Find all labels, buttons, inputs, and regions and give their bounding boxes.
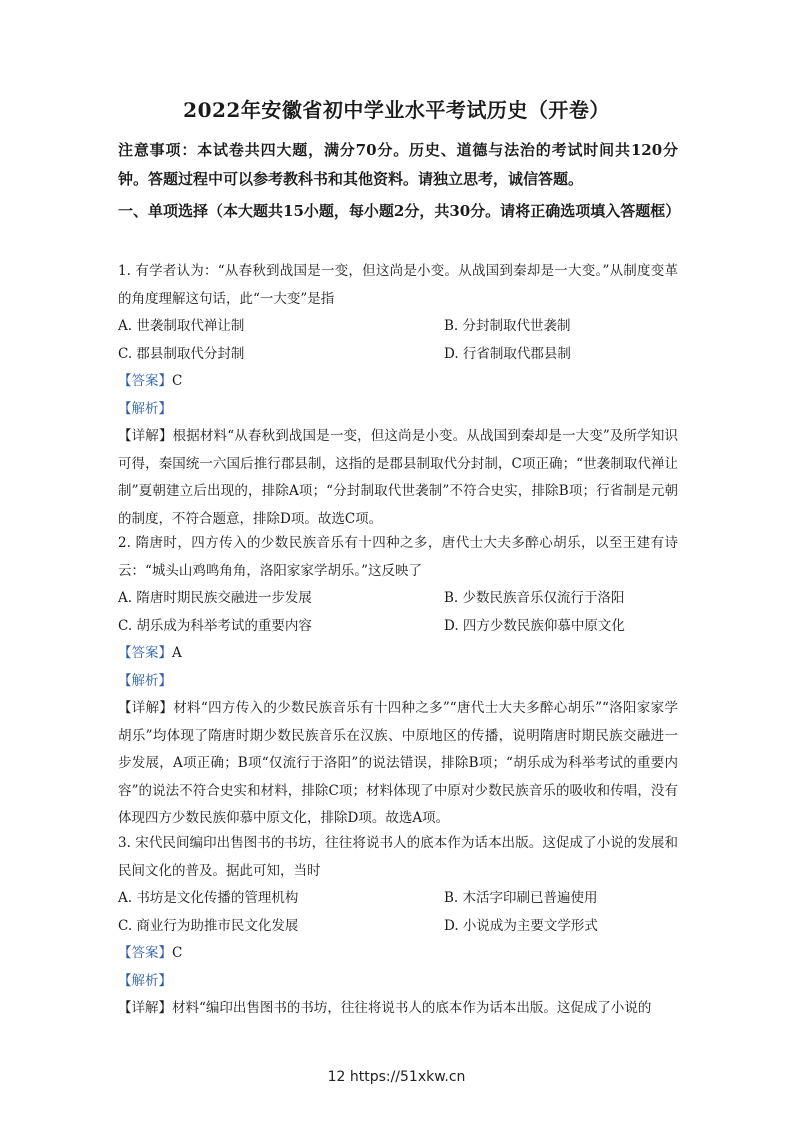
answer-value: A: [172, 645, 182, 661]
question-2: [118, 530, 678, 833]
option-a: A. 世袭制取代禅让制: [118, 318, 245, 334]
question-1: [118, 258, 678, 533]
option-b: B. 分封制取代世袭制: [444, 318, 571, 334]
detail-paragraph: [118, 995, 678, 1023]
detail-tag: 【详解】: [118, 428, 173, 444]
answer-line: [118, 368, 678, 396]
options-list: [118, 313, 678, 368]
detail-tag: 【详解】: [118, 700, 174, 716]
detail-text: 材料“编印出售图书的书坊，往往将说书人的底本作为话本出版。这促成了小说的: [172, 1000, 652, 1016]
option-c: C. 商业行为助推市民文化发展: [118, 917, 299, 934]
option-b: B. 少数民族音乐仅流行于洛阳: [444, 590, 625, 606]
option-a: A. 书坊是文化传播的管理机构: [118, 890, 299, 906]
answer-line: [118, 940, 678, 968]
answer-value: C: [172, 373, 183, 389]
question-stem: 2. 隋唐时，四方传入的少数民族音乐有十四种之多，唐代士大夫多醉心胡乐，以至王建有诗云：“城头山鸡鸣角角，洛阳家家学胡乐。”这反映了: [118, 535, 678, 579]
question-stem: 3. 宋代民间编印出售图书的书坊，往往将说书人的底本作为话本出版。这促成了小说的发展和民间文化的普及。据此可知，当时: [118, 835, 678, 879]
detail-paragraph: [118, 695, 678, 833]
option-b: B. 木活字印刷已普遍使用: [444, 890, 598, 906]
analysis-line: [118, 968, 678, 996]
answer-tag: 【答案】: [118, 945, 172, 961]
option-d: D. 小说成为主要文学形式: [444, 917, 598, 934]
page-footer: 12 https://51xkw.cn: [327, 1069, 466, 1085]
detail-text: 根据材料“从春秋到战国是一变，但这尚是小变。从战国到秦却是一大变”及所学知识可得，秦国统一六国后推行郡县制，这指的是郡县制取代分封制，C项正确；“世袭制取代禅让制”夏朝建立后出现的，排除A项；“分封制取代世袭制”不符合史实，排除B项；行省制是元朝的制度，不符合题意，排除D项。故选C项。: [118, 428, 678, 527]
analysis-tag: 【解析】: [118, 972, 172, 989]
option-c: C. 胡乐成为科举考试的重要内容: [118, 617, 312, 634]
options-list: [118, 885, 678, 940]
option-a: A. 隋唐时期民族交融进一步发展: [118, 590, 312, 606]
analysis-tag: 【解析】: [118, 400, 172, 417]
analysis-tag: 【解析】: [118, 672, 172, 689]
question-stem: 1. 有学者认为：“从春秋到战国是一变，但这尚是小变。从战国到秦却是一大变。”从制度变革的角度理解这句话，此“一大变”是指: [118, 263, 678, 307]
section-heading: 一、单项选择（本大题共15小题，每小题2分，共30分。请将正确选项填入答题框）: [118, 202, 681, 220]
detail-text: 材料“四方传入的少数民族音乐有十四种之多”“唐代士大夫多醉心胡乐”“洛阳家家学胡乐”均体现了隋唐时期少数民族音乐在汉族、中原地区的传播，说明隋唐时期民族交融进一步发展，A项正确；B项“仅流行于洛阳”的说法错误，排除B项；“胡乐成为科举考试的重要内容”的说法不符合史实和材料，排除C项；材料体现了中原对少数民族音乐的吸收和传唱，没有体现四方少数民族仰慕中原文化，排除D项。故选A项。: [118, 700, 678, 826]
option-d: D. 行省制取代郡县制: [444, 345, 571, 362]
detail-paragraph: [118, 423, 678, 533]
option-c: C. 郡县制取代分封制: [118, 345, 245, 362]
question-3: [118, 830, 678, 1023]
analysis-line: [118, 668, 678, 696]
detail-tag: 【详解】: [118, 1000, 172, 1016]
exam-notice: 注意事项：本试卷共四大题，满分70分。历史、道德与法治的考试时间共120分钟。答题过程中可以参考教科书和其他资料。请独立思考，诚信答题。: [118, 141, 678, 188]
answer-tag: 【答案】: [118, 645, 172, 661]
page-title: 2022年安徽省初中学业水平考试历史（开卷）: [183, 98, 610, 122]
options-list: [118, 585, 678, 640]
answer-value: C: [172, 945, 183, 961]
option-d: D. 四方少数民族仰慕中原文化: [444, 617, 625, 634]
answer-tag: 【答案】: [118, 373, 172, 389]
analysis-line: [118, 396, 678, 424]
answer-line: [118, 640, 678, 668]
